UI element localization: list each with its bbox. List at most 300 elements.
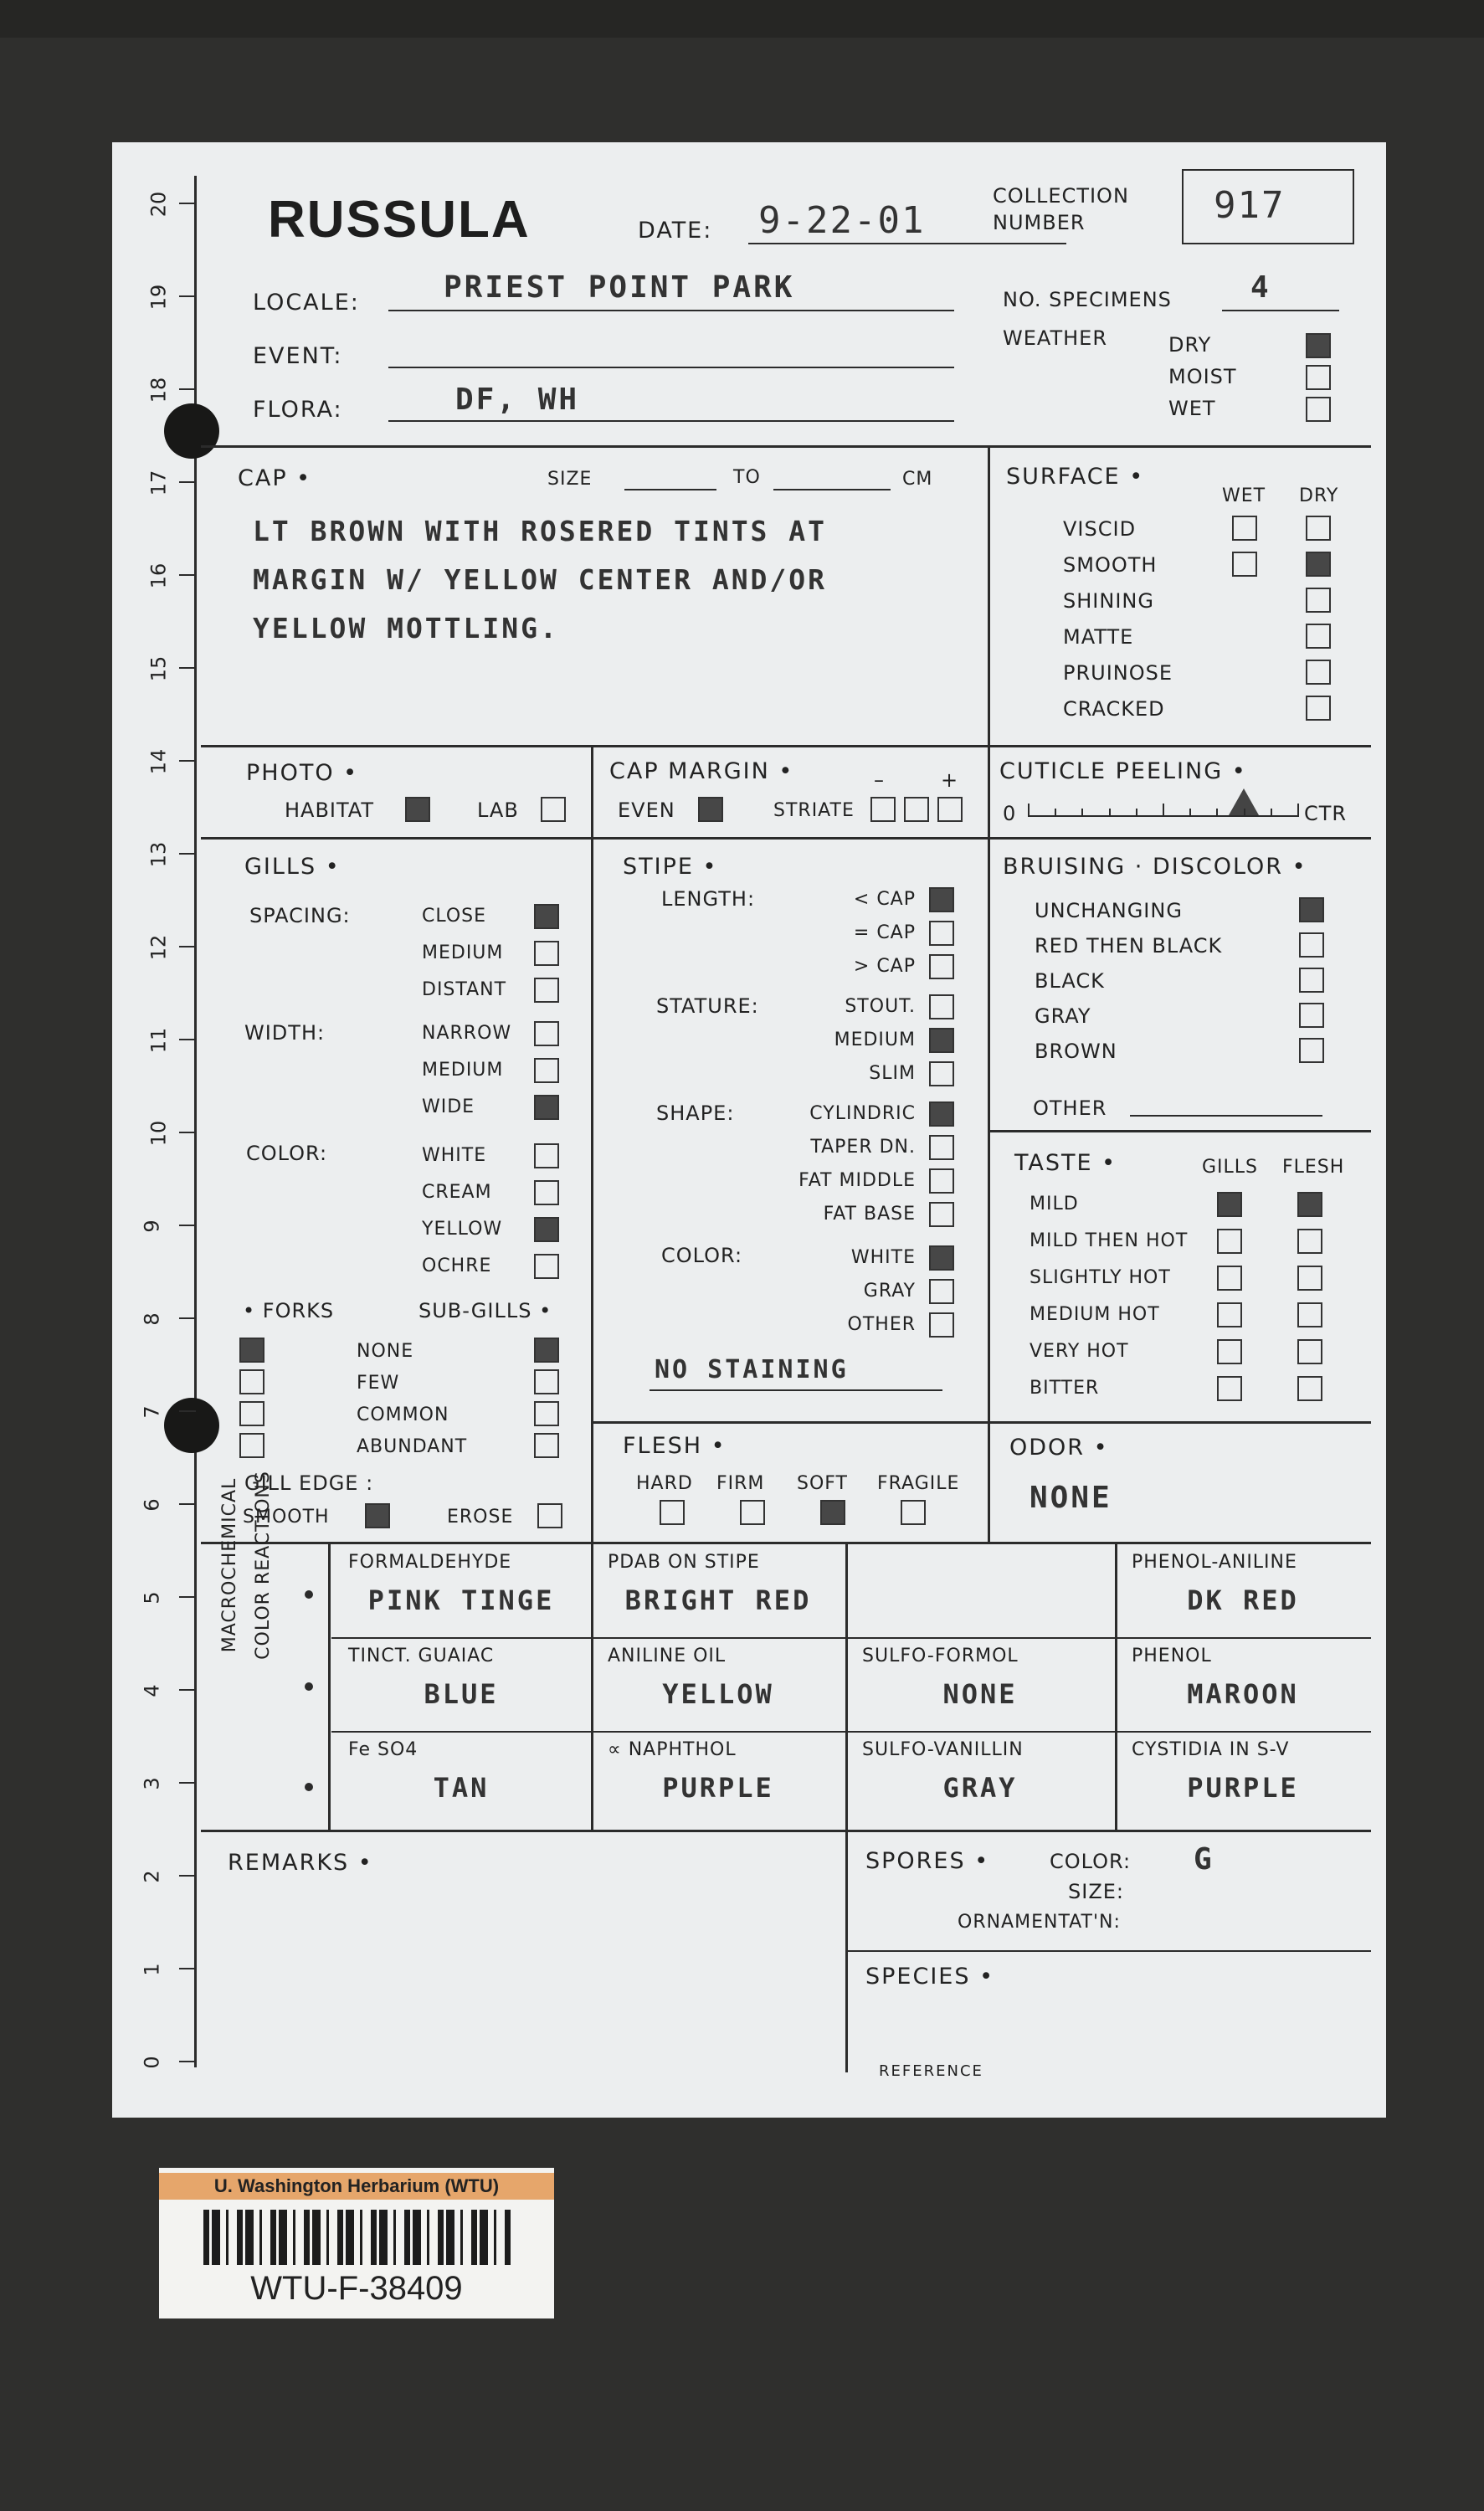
- surface-viscid-dry-checkbox[interactable]: [1306, 516, 1331, 541]
- macro-cystidia-in-s-v-value: PURPLE: [1187, 1772, 1299, 1804]
- flesh-soft-label: SOFT: [797, 1473, 848, 1494]
- species-reference-label: REFERENCE: [879, 2062, 983, 2080]
- macro-naphthol-value: PURPLE: [662, 1772, 774, 1804]
- surface-cracked-dry-checkbox[interactable]: [1306, 696, 1331, 721]
- cuticle-label: CUTICLE PEELING •: [999, 758, 1247, 784]
- barcode-bar: [212, 2210, 215, 2265]
- gills-spacing-distant-checkbox[interactable]: [534, 978, 559, 1003]
- cuticle-scale-tick: [1216, 809, 1218, 817]
- stipe-length-cap-checkbox[interactable]: [929, 954, 954, 979]
- gills-width-narrow-label: NARROW: [422, 1023, 512, 1044]
- taste-gills-header: GILLS: [1202, 1157, 1259, 1178]
- cap-margin-even-checkbox[interactable]: [698, 797, 723, 822]
- cap-margin-striate-plus-checkbox[interactable]: [937, 797, 963, 822]
- gills-forks-label: • FORKS: [243, 1299, 335, 1322]
- ruler-tick: [179, 1968, 196, 1969]
- taste-medium-hot-label: MEDIUM HOT: [1030, 1304, 1160, 1325]
- spores-label: SPORES •: [865, 1848, 990, 1874]
- gills-width-wide-label: WIDE: [422, 1096, 475, 1117]
- barcode-bar: [283, 2210, 285, 2265]
- flora-label: FLORA:: [253, 397, 343, 423]
- barcode-bar: [417, 2210, 418, 2265]
- cap-margin-striate-zero-checkbox[interactable]: [904, 797, 929, 822]
- photo-habitat-label: HABITAT: [285, 798, 375, 822]
- stipe-length-cap-label: = CAP: [853, 922, 916, 943]
- barcode-bar: [494, 2210, 496, 2265]
- forks-abundant-checkbox[interactable]: [239, 1433, 264, 1458]
- gills-color-ochre-label: OCHRE: [422, 1256, 492, 1276]
- weather-label: WEATHER: [1003, 326, 1107, 350]
- rule-species-top: [845, 1950, 1371, 1952]
- barcode-bar: [285, 2210, 287, 2265]
- rule-flesh-top: [591, 1421, 1371, 1424]
- subgills-common-checkbox[interactable]: [534, 1401, 559, 1426]
- stipe-stature-label: STATURE:: [656, 994, 759, 1018]
- stipe-shape-fat-base-checkbox[interactable]: [929, 1202, 954, 1227]
- macro-row-rule: [331, 1731, 1371, 1733]
- macro-aniline-oil-value: YELLOW: [662, 1678, 774, 1710]
- ruler-tick: [179, 1317, 196, 1319]
- bruising-unchanging-label: UNCHANGING: [1035, 899, 1183, 922]
- barcode-bar: [341, 2210, 343, 2265]
- taste-mild-then-hot-flesh-checkbox[interactable]: [1297, 1229, 1322, 1254]
- cap-size-from-line: [624, 489, 716, 490]
- ruler-tick: [179, 1875, 196, 1877]
- gills-color-cream-checkbox[interactable]: [534, 1180, 559, 1205]
- photo-label: PHOTO •: [246, 760, 359, 786]
- stipe-stature-stout-label: STOUT.: [845, 996, 916, 1017]
- flesh-hard-checkbox[interactable]: [660, 1500, 685, 1525]
- barcode-bar: [308, 2210, 310, 2265]
- barcode-bar: [318, 2210, 321, 2265]
- ruler-number: 5: [140, 1591, 164, 1605]
- barcode-bar: [413, 2210, 416, 2265]
- stipe-shape-cylindric-checkbox[interactable]: [929, 1101, 954, 1127]
- barcode-bar: [374, 2210, 375, 2265]
- stipe-stature-slim-checkbox[interactable]: [929, 1061, 954, 1086]
- stipe-stature-stout-checkbox[interactable]: [929, 994, 954, 1019]
- ruler-tick: [179, 667, 196, 669]
- surface-viscid-wet-checkbox[interactable]: [1232, 516, 1257, 541]
- event-underline: [388, 367, 954, 368]
- barcode-bar: [282, 2210, 283, 2265]
- cap-label: CAP •: [238, 465, 312, 491]
- ruler-number: 3: [140, 1777, 164, 1790]
- bruising-label: BRUISING · DISCOLOR •: [1003, 854, 1307, 880]
- barcode-bar: [346, 2210, 349, 2265]
- ruler-tick: [179, 1132, 196, 1133]
- ruler-tick: [179, 1689, 196, 1691]
- ruler-number: 6: [140, 1498, 164, 1512]
- cap-margin-plus: +: [941, 768, 959, 792]
- board-top-edge: [0, 0, 1484, 38]
- forks-none-label: NONE: [357, 1341, 414, 1362]
- barcode-bar: [203, 2210, 207, 2265]
- stipe-label: STIPE •: [623, 854, 718, 880]
- barcode-bar: [438, 2210, 441, 2265]
- cap-size-label: SIZE: [547, 469, 593, 490]
- barcode-bar: [218, 2210, 220, 2265]
- barcode-bar: [404, 2210, 408, 2265]
- flora-underline: [388, 420, 954, 422]
- stipe-color-gray-checkbox[interactable]: [929, 1279, 954, 1304]
- macro-cystidia-in-s-v-label: CYSTIDIA IN S-V: [1132, 1739, 1290, 1760]
- surface-cracked-label: CRACKED: [1063, 697, 1165, 721]
- gills-color-yellow-checkbox[interactable]: [534, 1217, 559, 1242]
- ruler-number: 11: [146, 1027, 171, 1054]
- locale-value: PRIEST POINT PARK: [444, 270, 795, 305]
- barcode-bar: [379, 2210, 383, 2265]
- ruler-number: 15: [146, 655, 171, 682]
- cap-to-label: TO: [733, 467, 761, 488]
- surface-label: SURFACE •: [1006, 464, 1145, 490]
- gill-edge-smooth-checkbox[interactable]: [365, 1503, 390, 1528]
- weather-moist-checkbox[interactable]: [1306, 365, 1331, 390]
- stipe-color-other-checkbox[interactable]: [929, 1312, 954, 1338]
- barcode-bar: [251, 2210, 254, 2265]
- taste-bitter-label: BITTER: [1030, 1378, 1100, 1399]
- date-label: DATE:: [638, 218, 713, 244]
- macro-row-rule: [331, 1637, 1371, 1639]
- gills-spacing-medium-checkbox[interactable]: [534, 941, 559, 966]
- macro-naphthol-label: ∝ NAPHTHOL: [608, 1739, 737, 1760]
- ruler-number: 17: [146, 470, 171, 496]
- barcode-bar: [383, 2210, 385, 2265]
- flesh-firm-label: FIRM: [716, 1473, 765, 1494]
- barcode-bar: [385, 2210, 388, 2265]
- barcode-bar: [337, 2210, 341, 2265]
- taste-mild-gills-checkbox[interactable]: [1217, 1192, 1242, 1217]
- barcode-bar: [275, 2210, 276, 2265]
- stipe-stature-slim-label: SLIM: [869, 1063, 916, 1084]
- ruler-number: 0: [140, 2056, 164, 2069]
- gills-color-white-checkbox[interactable]: [534, 1143, 559, 1168]
- stipe-shape-fat-middle-label: FAT MIDDLE: [798, 1170, 916, 1191]
- barcode-bar: [274, 2210, 275, 2265]
- weather-moist-label: MOIST: [1168, 365, 1237, 388]
- macro-tinct-guaiac-label: TINCT. GUAIAC: [348, 1646, 495, 1666]
- gill-edge-erose-label: EROSE: [447, 1507, 514, 1528]
- stipe-length-label: LENGTH:: [661, 887, 756, 911]
- barcode-bar: [349, 2210, 350, 2265]
- ruler-number: 18: [146, 377, 171, 403]
- subgills-abundant-checkbox[interactable]: [534, 1433, 559, 1458]
- taste-slightly-hot-gills-checkbox[interactable]: [1217, 1266, 1242, 1291]
- barcode-bar: [483, 2210, 484, 2265]
- stipe-note-underline: [650, 1389, 942, 1391]
- barcode-bar: [393, 2210, 396, 2265]
- macro-fe-so4-value: TAN: [433, 1772, 490, 1804]
- surface-matte-label: MATTE: [1063, 625, 1134, 649]
- ruler-tick: [179, 295, 196, 297]
- forks-common-label: COMMON: [357, 1404, 449, 1425]
- macro-phenol-aniline-value: DK RED: [1187, 1584, 1299, 1616]
- odor-value: NONE: [1030, 1481, 1112, 1515]
- forks-common-checkbox[interactable]: [239, 1401, 264, 1426]
- taste-very-hot-label: VERY HOT: [1030, 1341, 1129, 1362]
- barcode-bar: [240, 2210, 241, 2265]
- macro-bullet-1: [305, 1590, 313, 1599]
- rule-photo-top: [201, 745, 1371, 747]
- ruler-tick: [179, 481, 196, 483]
- flesh-fragile-label: FRAGILE: [877, 1473, 960, 1494]
- cap-cm-label: CM: [902, 469, 933, 490]
- macro-sulfo-vanillin-value: GRAY: [942, 1772, 1018, 1804]
- stipe-stature-medium-label: MEDIUM: [834, 1030, 916, 1050]
- barcode-bar: [207, 2210, 208, 2265]
- herbarium-accession-number: WTU-F-38409: [250, 2270, 463, 2307]
- gills-width-medium-label: MEDIUM: [422, 1060, 504, 1081]
- bruising-red-then-black-checkbox[interactable]: [1299, 932, 1324, 958]
- ruler-number: 8: [140, 1312, 164, 1326]
- gills-label: GILLS •: [244, 854, 341, 880]
- barcode-bar: [249, 2210, 251, 2265]
- barcode-bar: [450, 2210, 452, 2265]
- barcode-bar: [449, 2210, 450, 2265]
- stipe-length-cap-label: > CAP: [853, 956, 916, 977]
- macro-phenol-label: PHENOL: [1132, 1646, 1212, 1666]
- gills-spacing-label: SPACING:: [249, 904, 351, 927]
- weather-wet-label: WET: [1168, 397, 1216, 420]
- bruising-black-checkbox[interactable]: [1299, 968, 1324, 993]
- taste-very-hot-gills-checkbox[interactable]: [1217, 1339, 1242, 1364]
- ruler-number: 13: [146, 841, 171, 868]
- macro-pdab-on-stipe-value: BRIGHT RED: [624, 1584, 812, 1616]
- barcode-bar: [312, 2210, 316, 2265]
- cuticle-scale-tick: [1297, 804, 1299, 817]
- surface-shining-dry-checkbox[interactable]: [1306, 588, 1331, 613]
- gills-color-white-label: WHITE: [422, 1145, 487, 1166]
- gills-color-ochre-checkbox[interactable]: [534, 1254, 559, 1279]
- flesh-hard-label: HARD: [636, 1473, 693, 1494]
- barcode-bar: [352, 2210, 354, 2265]
- specimens-value: 4: [1250, 270, 1271, 305]
- barcode-bar: [360, 2210, 362, 2265]
- gills-spacing-close-checkbox[interactable]: [534, 904, 559, 929]
- gills-width-medium-checkbox[interactable]: [534, 1058, 559, 1083]
- taste-mild-then-hot-gills-checkbox[interactable]: [1217, 1229, 1242, 1254]
- herbarium-barcode-label: [159, 2168, 554, 2318]
- cuticle-scale-tick: [1244, 809, 1245, 817]
- ruler-number: 7: [140, 1405, 164, 1419]
- macro-sulfo-vanillin-label: SULFO-VANILLIN: [862, 1739, 1024, 1760]
- herbarium-institution: U. Washington Herbarium (WTU): [159, 2173, 554, 2200]
- ruler-tick: [179, 1782, 196, 1784]
- stipe-shape-label: SHAPE:: [656, 1101, 735, 1125]
- barcode-bar: [245, 2210, 249, 2265]
- taste-medium-hot-flesh-checkbox[interactable]: [1297, 1302, 1322, 1327]
- taste-medium-hot-gills-checkbox[interactable]: [1217, 1302, 1242, 1327]
- cap-margin-striate-minus-checkbox[interactable]: [870, 797, 896, 822]
- gill-edge-erose-checkbox[interactable]: [537, 1503, 562, 1528]
- date-value: 9-22-01: [758, 199, 926, 242]
- weather-wet-checkbox[interactable]: [1306, 397, 1331, 422]
- ruler-number: 14: [146, 748, 171, 775]
- flesh-label: FLESH •: [623, 1433, 727, 1459]
- barcode-bar: [237, 2210, 240, 2265]
- surface-matte-dry-checkbox[interactable]: [1306, 624, 1331, 649]
- collection-label-2: NUMBER: [993, 211, 1086, 234]
- bruising-gray-checkbox[interactable]: [1299, 1003, 1324, 1028]
- surface-pruinose-label: PRUINOSE: [1063, 661, 1173, 685]
- locale-underline: [388, 310, 954, 311]
- ruler-spine: [194, 176, 197, 2067]
- surface-smooth-label: SMOOTH: [1063, 553, 1158, 577]
- barcode-bar: [304, 2210, 307, 2265]
- subgills-few-checkbox[interactable]: [534, 1369, 559, 1394]
- flesh-firm-checkbox[interactable]: [740, 1500, 765, 1525]
- taste-slightly-hot-label: SLIGHTLY HOT: [1030, 1267, 1171, 1288]
- cap-note-line: YELLOW MOTTLING.: [253, 612, 559, 644]
- rule-macro-top: [201, 1542, 1371, 1544]
- ruler-tick: [179, 1410, 196, 1412]
- surface-dry-header: DRY: [1299, 485, 1339, 506]
- barcode-bar: [408, 2210, 410, 2265]
- event-label: EVENT:: [253, 343, 343, 369]
- gills-color-yellow-label: YELLOW: [422, 1219, 503, 1240]
- gills-spacing-close-label: CLOSE: [422, 906, 487, 927]
- photo-lab-checkbox[interactable]: [541, 797, 566, 822]
- ruler-number: 19: [146, 284, 171, 311]
- taste-very-hot-flesh-checkbox[interactable]: [1297, 1339, 1322, 1364]
- bruising-other-line: [1130, 1115, 1322, 1117]
- stipe-stature-medium-checkbox[interactable]: [929, 1028, 954, 1053]
- cap-margin-minus: –: [874, 768, 885, 792]
- flesh-soft-checkbox[interactable]: [820, 1500, 845, 1525]
- stipe-shape-fat-middle-checkbox[interactable]: [929, 1168, 954, 1194]
- barcode-bar: [270, 2210, 274, 2265]
- macro-fe-so4-label: Fe SO4: [348, 1739, 418, 1760]
- gills-spacing-medium-label: MEDIUM: [422, 942, 504, 963]
- bruising-unchanging-checkbox[interactable]: [1299, 897, 1324, 922]
- stipe-shape-taper-dn-label: TAPER DN.: [810, 1137, 916, 1158]
- ruler-number: 12: [146, 934, 171, 961]
- subgills-none-checkbox[interactable]: [534, 1338, 559, 1363]
- barcode-bar: [259, 2210, 262, 2265]
- barcode-bar: [279, 2210, 282, 2265]
- ruler-number: 4: [140, 1684, 164, 1697]
- gills-width-label: WIDTH:: [244, 1021, 326, 1045]
- photo-habitat-checkbox[interactable]: [405, 797, 430, 822]
- rule-macro-side: [328, 1542, 331, 1831]
- flesh-fragile-checkbox[interactable]: [901, 1500, 926, 1525]
- macro-phenol-value: MAROON: [1187, 1678, 1299, 1710]
- bruising-black-label: BLACK: [1035, 969, 1105, 993]
- macro-tinct-guaiac-value: BLUE: [424, 1678, 499, 1710]
- binder-hole-top: [164, 403, 219, 459]
- cuticle-scale-tick: [1136, 809, 1137, 817]
- cuticle-scale-tick: [1055, 809, 1056, 817]
- barcode-bar: [226, 2210, 229, 2265]
- barcode-bar: [446, 2210, 449, 2265]
- barcode-bar: [418, 2210, 421, 2265]
- stipe-color-white-checkbox[interactable]: [929, 1245, 954, 1271]
- ruler-tick: [179, 946, 196, 947]
- bruising-brown-checkbox[interactable]: [1299, 1038, 1324, 1063]
- collection-label-1: COLLECTION: [993, 184, 1129, 208]
- ruler-tick: [179, 853, 196, 855]
- taste-slightly-hot-flesh-checkbox[interactable]: [1297, 1266, 1322, 1291]
- gills-width-wide-checkbox[interactable]: [534, 1095, 559, 1120]
- binder-hole-bottom: [164, 1398, 219, 1453]
- gills-color-cream-label: CREAM: [422, 1182, 492, 1203]
- specimens-underline: [1222, 310, 1339, 311]
- surface-smooth-wet-checkbox[interactable]: [1232, 552, 1257, 577]
- ruler-tick: [179, 574, 196, 576]
- weather-dry-checkbox[interactable]: [1306, 333, 1331, 358]
- stipe-length-cap-checkbox[interactable]: [929, 887, 954, 912]
- barcode-bar: [509, 2210, 511, 2265]
- cuticle-right-end: CTR: [1304, 802, 1348, 825]
- ruler-tick: [179, 2061, 196, 2062]
- ruler-number: 2: [140, 1870, 164, 1883]
- barcode-bar: [216, 2210, 218, 2265]
- taste-bitter-gills-checkbox[interactable]: [1217, 1376, 1242, 1401]
- ruler-number: 1: [140, 1963, 164, 1976]
- taste-flesh-header: FLESH: [1282, 1157, 1345, 1178]
- taste-mild-flesh-checkbox[interactable]: [1297, 1192, 1322, 1217]
- barcode-bar: [307, 2210, 308, 2265]
- macro-formaldehyde-label: FORMALDEHYDE: [348, 1552, 512, 1573]
- taste-mild-then-hot-label: MILD THEN HOT: [1030, 1230, 1189, 1251]
- cuticle-scale-tick: [1271, 809, 1272, 817]
- ruler-number: 9: [140, 1220, 164, 1233]
- ruler-number: 16: [146, 562, 171, 589]
- surface-pruinose-dry-checkbox[interactable]: [1306, 660, 1331, 685]
- stipe-shape-cylindric-label: CYLINDRIC: [809, 1103, 916, 1124]
- stipe-color-label: COLOR:: [661, 1244, 743, 1267]
- macro-side-label-1: MACROCHEMICAL: [219, 1477, 240, 1653]
- barcode-bar: [241, 2210, 243, 2265]
- spores-ornament-label: ORNAMENTAT'N:: [958, 1912, 1121, 1933]
- forks-few-label: FEW: [357, 1373, 400, 1394]
- barcode-bar: [508, 2210, 509, 2265]
- forks-none-checkbox[interactable]: [239, 1338, 264, 1363]
- stipe-color-gray-label: GRAY: [863, 1281, 916, 1302]
- stipe-shape-taper-dn-checkbox[interactable]: [929, 1135, 954, 1160]
- cuticle-left-end: 0: [1003, 802, 1017, 825]
- gills-width-narrow-checkbox[interactable]: [534, 1021, 559, 1046]
- gills-color-label: COLOR:: [246, 1142, 328, 1165]
- ruler-tick: [179, 1503, 196, 1505]
- cap-note-line: LT BROWN WITH ROSERED TINTS AT: [253, 515, 828, 547]
- bruising-red-then-black-label: RED THEN BLACK: [1035, 934, 1223, 958]
- flora-value: DF, WH: [455, 383, 580, 417]
- forks-few-checkbox[interactable]: [239, 1369, 264, 1394]
- specimens-label: NO. SPECIMENS: [1003, 288, 1172, 311]
- odor-label: ODOR •: [1009, 1435, 1109, 1461]
- taste-bitter-flesh-checkbox[interactable]: [1297, 1376, 1322, 1401]
- macro-sulfo-formol-value: NONE: [942, 1678, 1018, 1710]
- macro-phenol-aniline-label: PHENOL-ANILINE: [1132, 1552, 1297, 1573]
- ruler-tick: [179, 388, 196, 390]
- macro-bullet-3: [305, 1783, 313, 1791]
- barcode-bar: [416, 2210, 417, 2265]
- cap-note-line: MARGIN W/ YELLOW CENTER AND/OR: [253, 563, 828, 596]
- forks-abundant-label: ABUNDANT: [357, 1436, 468, 1457]
- surface-smooth-dry-checkbox[interactable]: [1306, 552, 1331, 577]
- gills-subgills-label: SUB-GILLS •: [418, 1299, 552, 1322]
- rule-gills-top: [201, 837, 1371, 840]
- barcode-bar: [505, 2210, 508, 2265]
- taste-mild-label: MILD: [1030, 1194, 1079, 1214]
- barcode-bar: [371, 2210, 374, 2265]
- bruising-gray-label: GRAY: [1035, 1004, 1091, 1028]
- stipe-length-cap-checkbox[interactable]: [929, 921, 954, 946]
- species-label: SPECIES •: [865, 1964, 995, 1990]
- stipe-color-other-label: OTHER: [847, 1314, 916, 1335]
- barcode-bar: [460, 2210, 463, 2265]
